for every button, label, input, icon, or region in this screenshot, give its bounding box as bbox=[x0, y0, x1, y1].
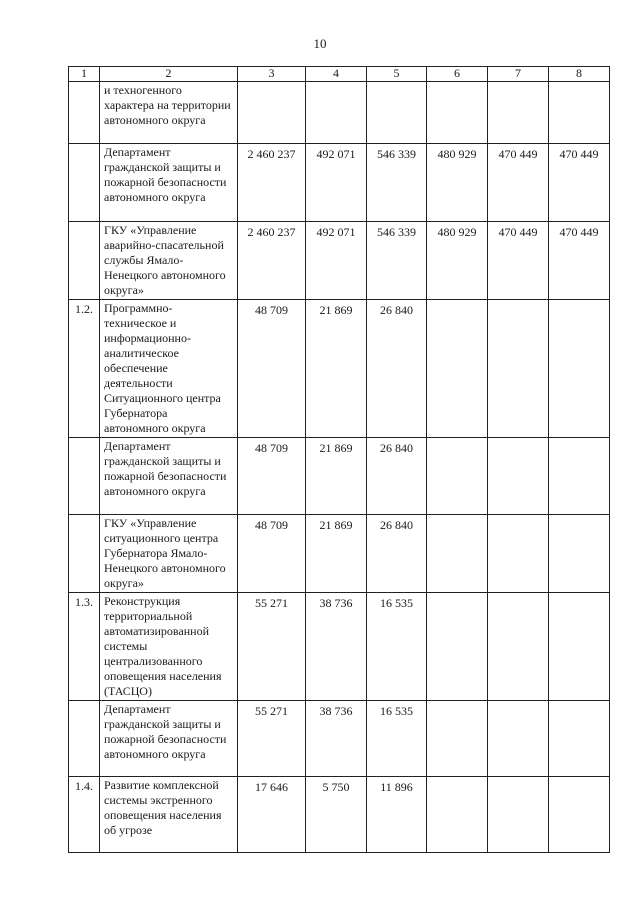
table-row bbox=[69, 144, 610, 222]
row-name: Департамент гражданской защиты и пожарной безопасности автономного округа bbox=[100, 701, 238, 777]
column-header: 1 bbox=[69, 67, 100, 82]
cell-value bbox=[549, 438, 610, 515]
cell-value bbox=[427, 593, 488, 701]
table-row bbox=[69, 300, 610, 438]
page-number: 10 bbox=[313, 36, 327, 51]
cell-value: 470 449 bbox=[488, 144, 549, 222]
cell-value bbox=[427, 82, 488, 144]
cell-value: 546 339 bbox=[367, 144, 427, 222]
cell-value: 2 460 237 bbox=[238, 144, 306, 222]
table-row bbox=[69, 438, 610, 515]
cell-value bbox=[549, 593, 610, 701]
cell-value: 2 460 237 bbox=[238, 222, 306, 300]
table-header-row bbox=[69, 67, 610, 82]
row-index: 1.3. bbox=[69, 593, 100, 701]
table-row bbox=[69, 777, 610, 853]
cell-value: 16 535 bbox=[367, 701, 427, 777]
cell-value bbox=[488, 300, 549, 438]
cell-value bbox=[488, 701, 549, 777]
cell-value bbox=[427, 515, 488, 593]
row-name: Программно-техническое и информационно-аналитическое обеспечение деятельности Ситуационного центра Губернатора автономного округа bbox=[100, 300, 238, 438]
row-name: ГКУ «Управление ситуационного центра Губернатора Ямало-Ненецкого автономного округа» bbox=[100, 515, 238, 593]
cell-value: 470 449 bbox=[549, 222, 610, 300]
cell-value: 480 929 bbox=[427, 222, 488, 300]
table-row bbox=[69, 82, 610, 144]
cell-value: 480 929 bbox=[427, 144, 488, 222]
row-name: Реконструкция территориальной автоматизированной системы централизованного оповещения населения (ТАСЦО) bbox=[100, 593, 238, 701]
cell-value: 17 646 bbox=[238, 777, 306, 853]
cell-value: 5 750 bbox=[306, 777, 367, 853]
cell-value bbox=[306, 82, 367, 144]
row-name: и техногенного характера на территории автономного округа bbox=[100, 82, 238, 144]
cell-value: 26 840 bbox=[367, 438, 427, 515]
column-header: 3 bbox=[238, 67, 306, 82]
cell-value: 48 709 bbox=[238, 515, 306, 593]
column-header: 7 bbox=[488, 67, 549, 82]
cell-value bbox=[427, 438, 488, 515]
row-index: 1.4. bbox=[69, 777, 100, 853]
budget-table bbox=[68, 66, 610, 853]
row-name: Развитие комплексной системы экстренного оповещения населения об угрозе bbox=[100, 777, 238, 853]
cell-value bbox=[488, 438, 549, 515]
row-index bbox=[69, 222, 100, 300]
cell-value: 21 869 bbox=[306, 438, 367, 515]
row-index: 1.2. bbox=[69, 300, 100, 438]
cell-value: 38 736 bbox=[306, 593, 367, 701]
column-header: 4 bbox=[306, 67, 367, 82]
cell-value bbox=[549, 701, 610, 777]
cell-value bbox=[427, 777, 488, 853]
cell-value: 55 271 bbox=[238, 593, 306, 701]
column-header: 5 bbox=[367, 67, 427, 82]
cell-value bbox=[367, 82, 427, 144]
row-index bbox=[69, 438, 100, 515]
cell-value bbox=[488, 777, 549, 853]
cell-value: 11 896 bbox=[367, 777, 427, 853]
table-row bbox=[69, 701, 610, 777]
cell-value: 16 535 bbox=[367, 593, 427, 701]
cell-value: 21 869 bbox=[306, 300, 367, 438]
cell-value: 546 339 bbox=[367, 222, 427, 300]
row-index bbox=[69, 701, 100, 777]
cell-value: 492 071 bbox=[306, 222, 367, 300]
cell-value: 55 271 bbox=[238, 701, 306, 777]
cell-value: 470 449 bbox=[488, 222, 549, 300]
cell-value bbox=[488, 82, 549, 144]
cell-value: 21 869 bbox=[306, 515, 367, 593]
cell-value bbox=[427, 701, 488, 777]
cell-value bbox=[549, 777, 610, 853]
cell-value: 48 709 bbox=[238, 300, 306, 438]
cell-value: 470 449 bbox=[549, 144, 610, 222]
row-index bbox=[69, 82, 100, 144]
table-row bbox=[69, 515, 610, 593]
row-name: Департамент гражданской защиты и пожарной безопасности автономного округа bbox=[100, 438, 238, 515]
cell-value bbox=[549, 300, 610, 438]
column-header: 8 bbox=[549, 67, 610, 82]
cell-value bbox=[549, 82, 610, 144]
column-header: 6 bbox=[427, 67, 488, 82]
cell-value bbox=[238, 82, 306, 144]
cell-value: 26 840 bbox=[367, 300, 427, 438]
cell-value: 26 840 bbox=[367, 515, 427, 593]
row-index bbox=[69, 515, 100, 593]
table-row bbox=[69, 222, 610, 300]
cell-value bbox=[488, 593, 549, 701]
column-header: 2 bbox=[100, 67, 238, 82]
cell-value: 38 736 bbox=[306, 701, 367, 777]
cell-value bbox=[549, 515, 610, 593]
cell-value bbox=[427, 300, 488, 438]
row-index bbox=[69, 144, 100, 222]
cell-value: 492 071 bbox=[306, 144, 367, 222]
row-name: Департамент гражданской защиты и пожарной безопасности автономного округа bbox=[100, 144, 238, 222]
table-row bbox=[69, 593, 610, 701]
row-name: ГКУ «Управление аварийно-спасательной службы Ямало-Ненецкого автономного округа» bbox=[100, 222, 238, 300]
cell-value: 48 709 bbox=[238, 438, 306, 515]
cell-value bbox=[488, 515, 549, 593]
